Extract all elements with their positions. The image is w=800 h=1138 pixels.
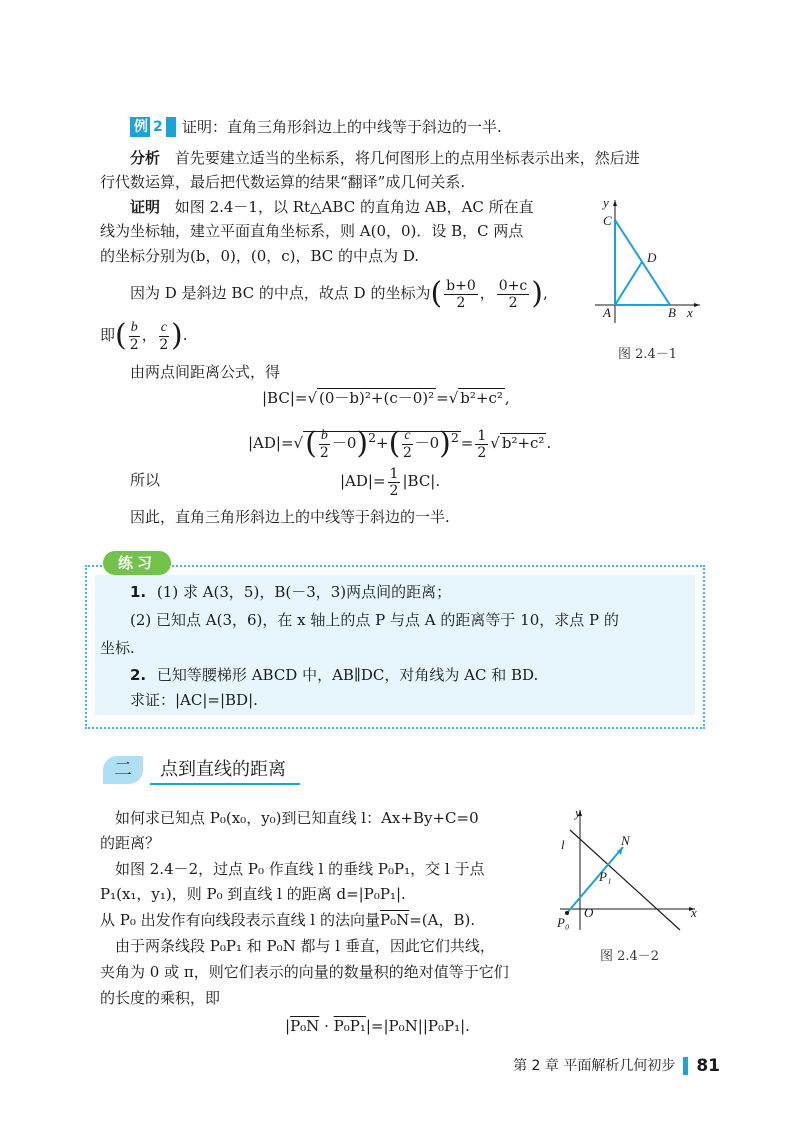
example-tag-number: 2 xyxy=(150,117,166,137)
eq-part: | xyxy=(285,1017,291,1035)
frac-den: 2 xyxy=(508,294,518,311)
point-label-d: D xyxy=(647,250,657,265)
frac-num: 0+c xyxy=(498,277,528,294)
vector-p0n: P₀N xyxy=(290,1017,320,1035)
eq-radicand: (0－b)²+(c－0)² xyxy=(319,389,435,407)
proof-line4-prefix: 因为 D 是斜边 BC 的中点，故点 D 的坐标为 xyxy=(130,284,431,302)
frac-num: c xyxy=(404,427,411,443)
proof-line1: 如图 2.4－1，以 Rt△ABC 的直角边 AB，AC 所在直 xyxy=(174,198,534,216)
frac-num: b xyxy=(320,427,328,443)
axis-label-y: y xyxy=(603,195,609,210)
equation-dot-product xyxy=(285,1016,470,1036)
proof-midpoint-simplified: 即( $\frac{b}{2}$ ， $\frac{c}{2}$ ). xyxy=(100,318,188,353)
practice-q1-line2: (2) 已知点 A(3，6)，在 x 轴上的点 P 与点 A 的距离等于 10，求点 P 的 xyxy=(130,611,619,629)
point-label-a: A xyxy=(603,305,611,320)
eq-part: · xyxy=(324,1017,329,1035)
body2-line8: 的长度的乘积，即 xyxy=(100,989,221,1007)
frac-den: 2 xyxy=(456,294,466,311)
eq-part: |=|P₀N||P₀P₁|. xyxy=(365,1017,470,1035)
axis-label-y: y xyxy=(575,805,581,820)
punct: . xyxy=(182,326,188,344)
practice-q2-line2: 求证：|AC|=|BD|. xyxy=(130,691,258,709)
proof-line2: 线为坐标轴，建立平面直角坐标系，则 A(0，0)．设 B，C 两点 xyxy=(100,222,524,240)
point-label-n: N xyxy=(621,833,630,848)
practice-q1-line3: 坐标. xyxy=(100,639,135,657)
frac-num: 1 xyxy=(389,465,399,482)
figure-2-4-1 xyxy=(590,195,710,365)
analysis-line2: 行代数运算，最后把代数运算的结果“翻译”成几何关系. xyxy=(100,173,466,191)
frac-den: 2 xyxy=(129,336,139,353)
proof-line5-prefix: 即 xyxy=(100,326,116,344)
eq-radicand: b²+c² xyxy=(460,389,503,407)
axis-label-x: x xyxy=(691,905,697,920)
practice-tag: 练习 xyxy=(103,551,171,575)
point-label-p0: P₀ xyxy=(557,915,570,930)
frac-num: 1 xyxy=(477,427,487,444)
body2-line1: 如何求已知点 P₀(x₀，y₀)到已知直线 l：Ax+By+C=0 xyxy=(115,809,479,827)
point-label-c: C xyxy=(603,213,612,228)
frac-den: 2 xyxy=(402,444,412,461)
eq-part: = xyxy=(460,434,474,452)
point-line-distance-diagram xyxy=(555,805,705,935)
eq-part: = xyxy=(436,389,449,407)
practice-q1-number: 1. xyxy=(130,583,147,601)
proof-conclusion: 因此，直角三角形斜边上的中线等于斜边的一半. xyxy=(130,508,450,526)
eq-part: |BC|. xyxy=(402,472,441,490)
page-number: 81 xyxy=(696,1056,720,1076)
practice-q2-line1: 已知等腰梯形 ABCD 中，AB∥DC，对角线为 AC 和 BD. xyxy=(156,666,539,684)
eq-part: + xyxy=(376,434,389,452)
section-title: 点到直线的距离 xyxy=(160,759,286,780)
axis-label-x: x xyxy=(687,305,693,320)
section-badge: 二 xyxy=(103,756,143,784)
frac-num: b+0 xyxy=(446,277,476,294)
body2-line6: 由于两条线段 P₀P₁ 和 P₀N 都与 l 垂直，因此它们共线， xyxy=(115,937,495,955)
body2-line5-suffix: =(A，B). xyxy=(409,911,476,929)
page-footer xyxy=(513,1055,720,1077)
footer-divider xyxy=(683,1057,688,1075)
eq-part: －0 xyxy=(414,434,440,452)
frac-den: 2 xyxy=(319,444,329,461)
so-label: 所以 xyxy=(130,471,161,489)
point-label-b: B xyxy=(668,305,676,320)
body2-line3: 如图 2.4－2，过点 P₀ 作直线 l 的垂线 P₀P₁，交 l 于点 xyxy=(115,860,485,878)
practice-q2-number: 2. xyxy=(130,666,147,684)
frac-den: 2 xyxy=(389,482,399,499)
eq-part: |AD|= xyxy=(340,472,386,490)
eq-part: －0 xyxy=(331,434,357,452)
vector-p0n: P₀N xyxy=(379,911,410,929)
body2-line5-prefix: 从 P₀ 出发作有向线段表示直线 l 的法向量 xyxy=(100,911,380,929)
frac-den: 2 xyxy=(477,444,487,461)
eq-part: |BC|= xyxy=(262,389,308,407)
line-label-l: l xyxy=(561,837,565,852)
chapter-title: 第 2 章 平面解析几何初步 xyxy=(513,1058,676,1074)
analysis-line1: 首先要建立适当的坐标系，将几何图形上的点用坐标表示出来，然后进 xyxy=(174,149,640,167)
eq-part: , xyxy=(504,389,510,407)
analysis-label: 分析 xyxy=(130,149,161,167)
frac-num: c xyxy=(160,319,167,335)
proof-midpoint-line: 因为 D 是斜边 BC 的中点，故点 D 的坐标为( $\frac{b+0}{2}$ ， $\frac{0+c}{2}$ ), xyxy=(130,276,548,311)
body2-line7: 夹角为 0 或 π，则它们表示的向量的数量积的绝对值等于它们 xyxy=(100,963,509,981)
point-label-p1: P₁ xyxy=(599,869,612,884)
body2-line5 xyxy=(100,910,475,930)
figure-caption: 图 2.4－2 xyxy=(600,949,660,964)
figure-caption: 图 2.4－1 xyxy=(618,347,678,362)
body2-line4: P₁(x₁，y₁)，则 P₀ 到直线 l 的距离 d=|P₀P₁|. xyxy=(100,885,406,903)
proof-line3: 的坐标分别为(b，0)，(0，c)，BC 的中点为 D. xyxy=(100,247,420,265)
equation-bc: |BC|=√ (0－b)²+(c－0)² =√ b²+c² , xyxy=(262,389,510,407)
punct: , xyxy=(543,284,548,302)
example-tag xyxy=(130,117,176,137)
frac-den: 2 xyxy=(159,336,169,353)
practice-q1-line1: (1) 求 A(3，5)，B(－3，3)两点间的距离； xyxy=(156,583,452,601)
body2-line2: 的距离？ xyxy=(100,834,161,852)
eq-radicand: b²+c² xyxy=(501,434,545,452)
eq-part: . xyxy=(546,434,552,452)
vector-p0p1: P₀P₁ xyxy=(333,1017,366,1035)
equation-ad-half xyxy=(340,464,440,499)
frac-num: b xyxy=(130,319,138,335)
origin-label-o: O xyxy=(584,905,594,920)
proof-label: 证明 xyxy=(130,198,161,216)
section-underline xyxy=(150,783,300,785)
example-statement: 证明：直角三角形斜边上的中线等于斜边的一半. xyxy=(182,118,502,136)
example-tag-prefix: 例 xyxy=(134,119,148,135)
eq-part: |AD|= xyxy=(248,434,294,452)
figure-2-4-2 xyxy=(555,805,705,965)
proof-line6: 由两点间距离公式，得 xyxy=(130,363,281,381)
equation-ad: |AD|=√( $\frac{b}{2}$ －0)$^2$+( $\frac{c}{2}$ －0)$^2$ = $\frac{1}{2}$ √ b²+c² . xyxy=(248,426,552,461)
